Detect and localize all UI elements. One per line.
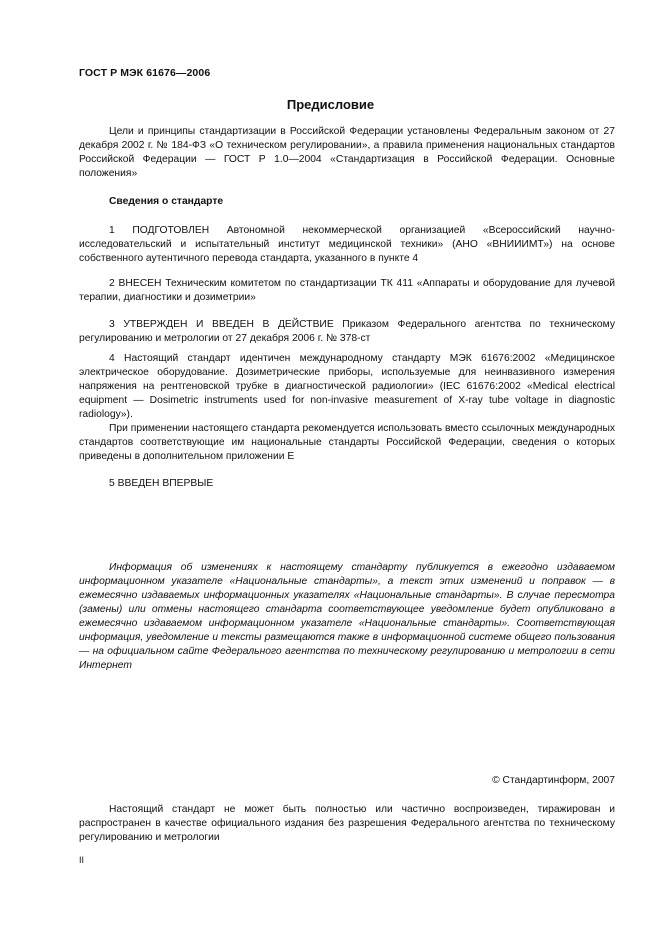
item-2-paragraph: 2 ВНЕСЕН Техническим комитетом по стандартизации ТК 411 «Аппараты и оборудование для лучевой терапии, диагностики и дозиметрии» <box>79 278 615 303</box>
national-standards-paragraph: При применении настоящего стандарта рекомендуется использовать вместо ссылочных международных стандартов соответствующие им национальные стандарты Российской Федерации, сведения о которых приведены в дополнительном приложении Е <box>79 423 615 462</box>
item-5-paragraph: 5 ВВЕДЕН ВПЕРВЫЕ <box>109 478 214 489</box>
information-notice: Информация об изменениях к настоящему стандарту публикуется в ежегодно издаваемом информационном указателе «Национальные стандарты», а текст этих изменений и поправок — в ежемесячно издаваемых информационных указателях «Национальные стандарты». В случае пересмотра (замены) или отмены настоящего стандарта соответствующее уведомление будет опубликовано в ежемесячно издаваемом информационном указателе «Национальные стандарты». Соответствующая информация, уведомление и тексты размещаются также в информационной системе общего пользования — на официальном сайте Федерального агентства по техническому регулированию и метрологии в сети Интернет <box>79 562 615 671</box>
item-3-paragraph: 3 УТВЕРЖДЕН И ВВЕДЕН В ДЕЙСТВИЕ Приказом Федерального агентства по техническому регулированию и метрологии от 27 декабря 2006 г. № 378-ст <box>79 319 615 344</box>
item-4-paragraph: 4 Настоящий стандарт идентичен международному стандарту МЭК 61676:2002 «Медицинское электрическое оборудование. Дозиметрические приборы, используемые для неинвазивного измерения напряжения на рентгеновской трубке в диагностической радиологии» (IEC 61676:2002 «Medical electrical equipment — Dosimetric instruments used for non-invasive measurement of X-ray tube voltage in diagnostic radiology»). <box>79 353 615 420</box>
page-title: Предисловие <box>286 97 375 112</box>
page-number: II <box>79 855 85 865</box>
subheading: Сведения о стандарте <box>109 196 224 207</box>
copyright-notice: © Стандартинформ, 2007 <box>492 775 615 786</box>
intro-paragraph: Цели и принципы стандартизации в Российской Федерации установлены Федеральным законом от 27 декабря 2002 г. № 184-ФЗ «О техническом регулировании», а правила применения национальных стандартов Российской Федерации — ГОСТ Р 1.0—2004 «Стандартизация в Российской Федерации. Основные положения» <box>79 126 615 179</box>
item-1-paragraph: 1 ПОДГОТОВЛЕН Автономной некоммерческой организацией «Всероссийский научно-исследовательский и испытательный институт медицинской техники» (АНО «ВНИИИМТ») на основе собственного аутентичного перевода стандарта, указанного в пункте 4 <box>79 225 615 264</box>
document-id-header: ГОСТ Р МЭК 61676—2006 <box>79 67 211 79</box>
reproduction-notice: Настоящий стандарт не может быть полностью или частично воспроизведен, тиражирован и распространен в качестве официального издания без разрешения Федерального агентства по техническому регулированию и метрологии <box>79 804 615 843</box>
